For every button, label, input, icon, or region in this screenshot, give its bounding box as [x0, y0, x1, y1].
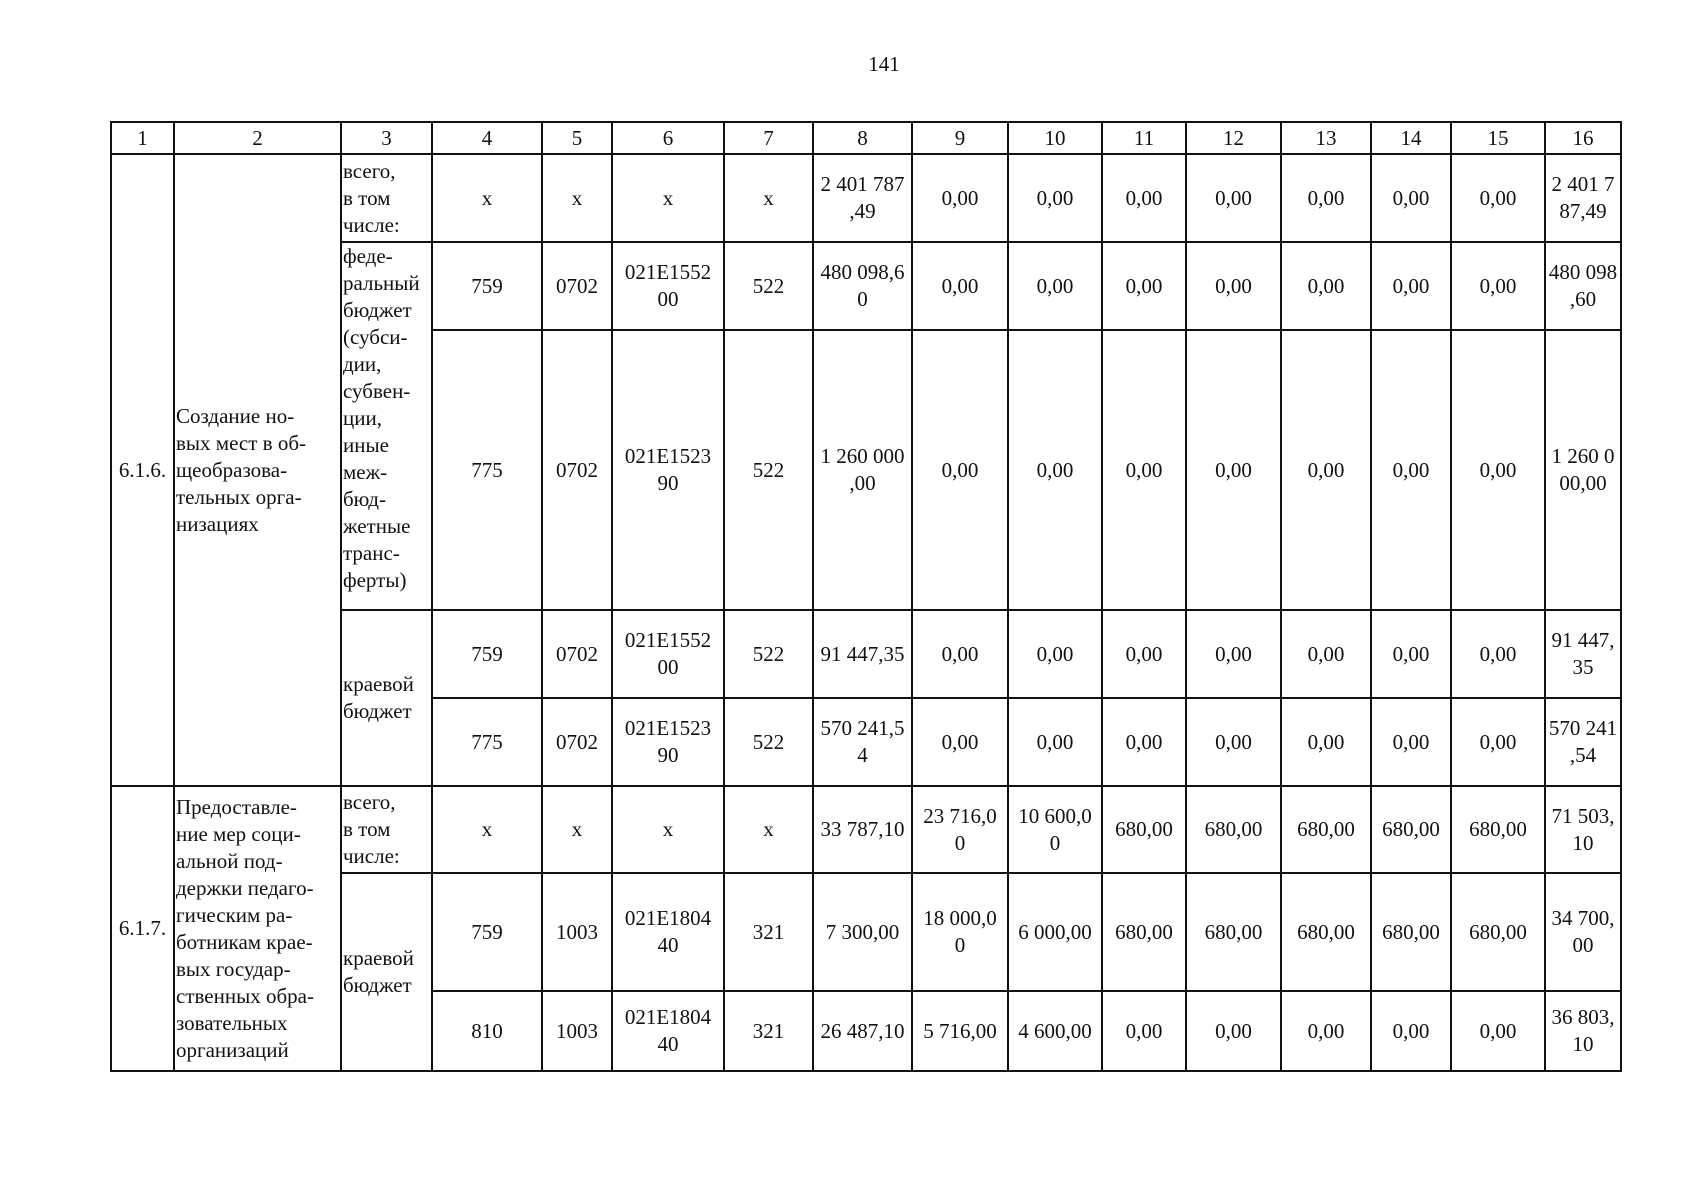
header-cell: 4	[432, 122, 542, 154]
header-cell: 5	[542, 122, 612, 154]
table-cell: 680,00	[1451, 873, 1545, 991]
table-cell: 0,00	[1281, 698, 1371, 786]
table-cell: 0,00	[1008, 330, 1102, 610]
header-cell: 14	[1371, 122, 1451, 154]
table-cell: 0702	[542, 330, 612, 610]
item-number: 6.1.6.	[111, 154, 174, 786]
table-cell: 570 241 ,54	[1545, 698, 1621, 786]
table-cell: 0702	[542, 698, 612, 786]
table-cell: 759	[432, 242, 542, 330]
table-cell: 680,00	[1102, 873, 1186, 991]
table-cell: 321	[724, 873, 813, 991]
table-cell: 680,00	[1371, 786, 1451, 873]
table-cell: 0,00	[912, 610, 1008, 698]
table-cell: 0,00	[1186, 991, 1281, 1071]
table-cell: x	[542, 786, 612, 873]
table-cell: 0,00	[1281, 154, 1371, 242]
table-cell: 0,00	[1008, 242, 1102, 330]
table-cell: 0,00	[1102, 242, 1186, 330]
header-cell: 10	[1008, 122, 1102, 154]
header-cell: 8	[813, 122, 912, 154]
table-cell: x	[612, 154, 724, 242]
table-cell: 021E1804 40	[612, 873, 724, 991]
item-name: Предоставле- ние мер соци- альной под- держки педаго- гическим ра- ботникам крае- вых государ- ственных обра- зовательных организаций	[174, 786, 341, 1071]
table-cell: 0,00	[912, 242, 1008, 330]
header-cell: 11	[1102, 122, 1186, 154]
table-cell: 0,00	[1008, 610, 1102, 698]
table-cell: 522	[724, 698, 813, 786]
header-cell: 2	[174, 122, 341, 154]
table-cell: x	[542, 154, 612, 242]
table-cell: 0,00	[912, 698, 1008, 786]
table-cell: 1 260 000 ,00	[813, 330, 912, 610]
table-cell: 0,00	[1281, 610, 1371, 698]
item-name: Создание но- вых мест в об- щеобразова- тельных орга- низациях	[174, 154, 341, 786]
table-cell: 680,00	[1281, 873, 1371, 991]
table-cell: 522	[724, 330, 813, 610]
table-cell: 26 487,10	[813, 991, 912, 1071]
funding-source: феде- ральный бюджет (субси- дии, субвен- ции, иные меж- бюд- жетные транс- ферты)	[341, 242, 432, 610]
table-cell: 0,00	[1186, 330, 1281, 610]
header-cell: 12	[1186, 122, 1281, 154]
table-cell: 0,00	[1102, 154, 1186, 242]
table-cell: 6 000,00	[1008, 873, 1102, 991]
table-cell: 021E1552 00	[612, 610, 724, 698]
table-cell: 0702	[542, 610, 612, 698]
table-cell: x	[724, 154, 813, 242]
table-cell: 0,00	[1451, 242, 1545, 330]
table-cell: 480 098,6 0	[813, 242, 912, 330]
table-cell: 021E1804 40	[612, 991, 724, 1071]
table-cell: 522	[724, 610, 813, 698]
table-cell: 0,00	[1008, 154, 1102, 242]
table-cell: 7 300,00	[813, 873, 912, 991]
table-cell: 1003	[542, 873, 612, 991]
table-cell: 91 447, 35	[1545, 610, 1621, 698]
table-cell: 775	[432, 698, 542, 786]
table-cell: 18 000,0 0	[912, 873, 1008, 991]
table-cell: 1003	[542, 991, 612, 1071]
table-cell: 680,00	[1186, 873, 1281, 991]
header-cell: 15	[1451, 122, 1545, 154]
table-cell: 0,00	[1451, 991, 1545, 1071]
table-cell: 0,00	[1451, 610, 1545, 698]
table-cell: 522	[724, 242, 813, 330]
table-cell: 680,00	[1102, 786, 1186, 873]
table-cell: 2 401 787 ,49	[813, 154, 912, 242]
header-cell: 6	[612, 122, 724, 154]
table-cell: 0,00	[1371, 991, 1451, 1071]
table-cell: 1 260 0 00,00	[1545, 330, 1621, 610]
table-cell: 480 098 ,60	[1545, 242, 1621, 330]
table-cell: 0,00	[1371, 698, 1451, 786]
header-row	[111, 122, 1621, 154]
table-cell: 021E1523 90	[612, 698, 724, 786]
table-cell: 680,00	[1281, 786, 1371, 873]
table-cell: 34 700, 00	[1545, 873, 1621, 991]
table-row	[111, 154, 1621, 242]
table-cell: x	[432, 786, 542, 873]
table-cell: 0,00	[912, 330, 1008, 610]
table-cell: x	[432, 154, 542, 242]
table-cell: 33 787,10	[813, 786, 912, 873]
table-cell: 71 503, 10	[1545, 786, 1621, 873]
funding-source: всего, в том числе:	[341, 786, 432, 873]
table-cell: 0,00	[1186, 698, 1281, 786]
table-cell: 0,00	[1451, 154, 1545, 242]
table-cell: 0,00	[1102, 991, 1186, 1071]
table-cell: 0,00	[912, 154, 1008, 242]
table-cell: 0702	[542, 242, 612, 330]
table-cell: 0,00	[1281, 991, 1371, 1071]
table-cell: 680,00	[1186, 786, 1281, 873]
table-cell: 0,00	[1281, 330, 1371, 610]
table-cell: 4 600,00	[1008, 991, 1102, 1071]
table-cell: 0,00	[1371, 242, 1451, 330]
item-number: 6.1.7.	[111, 786, 174, 1071]
budget-table	[110, 121, 1622, 1072]
header-cell: 1	[111, 122, 174, 154]
page-number: 141	[868, 52, 900, 76]
table-cell: 680,00	[1371, 873, 1451, 991]
table-cell: 0,00	[1102, 698, 1186, 786]
funding-source: краевой бюджет	[341, 873, 432, 1071]
table-cell: 021E1552 00	[612, 242, 724, 330]
table-cell: 321	[724, 991, 813, 1071]
table-cell: 570 241,5 4	[813, 698, 912, 786]
table-cell: 0,00	[1371, 330, 1451, 610]
table-cell: x	[612, 786, 724, 873]
header-cell: 16	[1545, 122, 1621, 154]
table-cell: 0,00	[1102, 330, 1186, 610]
table-cell: 10 600,0 0	[1008, 786, 1102, 873]
table-cell: 0,00	[1371, 610, 1451, 698]
table-cell: 5 716,00	[912, 991, 1008, 1071]
table-cell: 36 803, 10	[1545, 991, 1621, 1071]
table-cell: 0,00	[1186, 242, 1281, 330]
table-cell: 91 447,35	[813, 610, 912, 698]
table-cell: 759	[432, 610, 542, 698]
funding-source: всего, в том числе:	[341, 154, 432, 242]
header-cell: 7	[724, 122, 813, 154]
table-cell: 0,00	[1008, 698, 1102, 786]
table-cell: 759	[432, 873, 542, 991]
table-cell: 021E1523 90	[612, 330, 724, 610]
funding-source: краевой бюджет	[341, 610, 432, 786]
table-cell: 2 401 7 87,49	[1545, 154, 1621, 242]
header-cell: 13	[1281, 122, 1371, 154]
header-cell: 9	[912, 122, 1008, 154]
table-cell: 0,00	[1102, 610, 1186, 698]
table-cell: x	[724, 786, 813, 873]
table-cell: 810	[432, 991, 542, 1071]
table-cell: 0,00	[1371, 154, 1451, 242]
table-cell: 0,00	[1451, 698, 1545, 786]
table-row	[111, 786, 1621, 873]
table-cell: 0,00	[1451, 330, 1545, 610]
table-cell: 23 716,0 0	[912, 786, 1008, 873]
table-cell: 0,00	[1281, 242, 1371, 330]
table-cell: 0,00	[1186, 610, 1281, 698]
header-cell: 3	[341, 122, 432, 154]
table-cell: 775	[432, 330, 542, 610]
table-cell: 0,00	[1186, 154, 1281, 242]
table-cell: 680,00	[1451, 786, 1545, 873]
